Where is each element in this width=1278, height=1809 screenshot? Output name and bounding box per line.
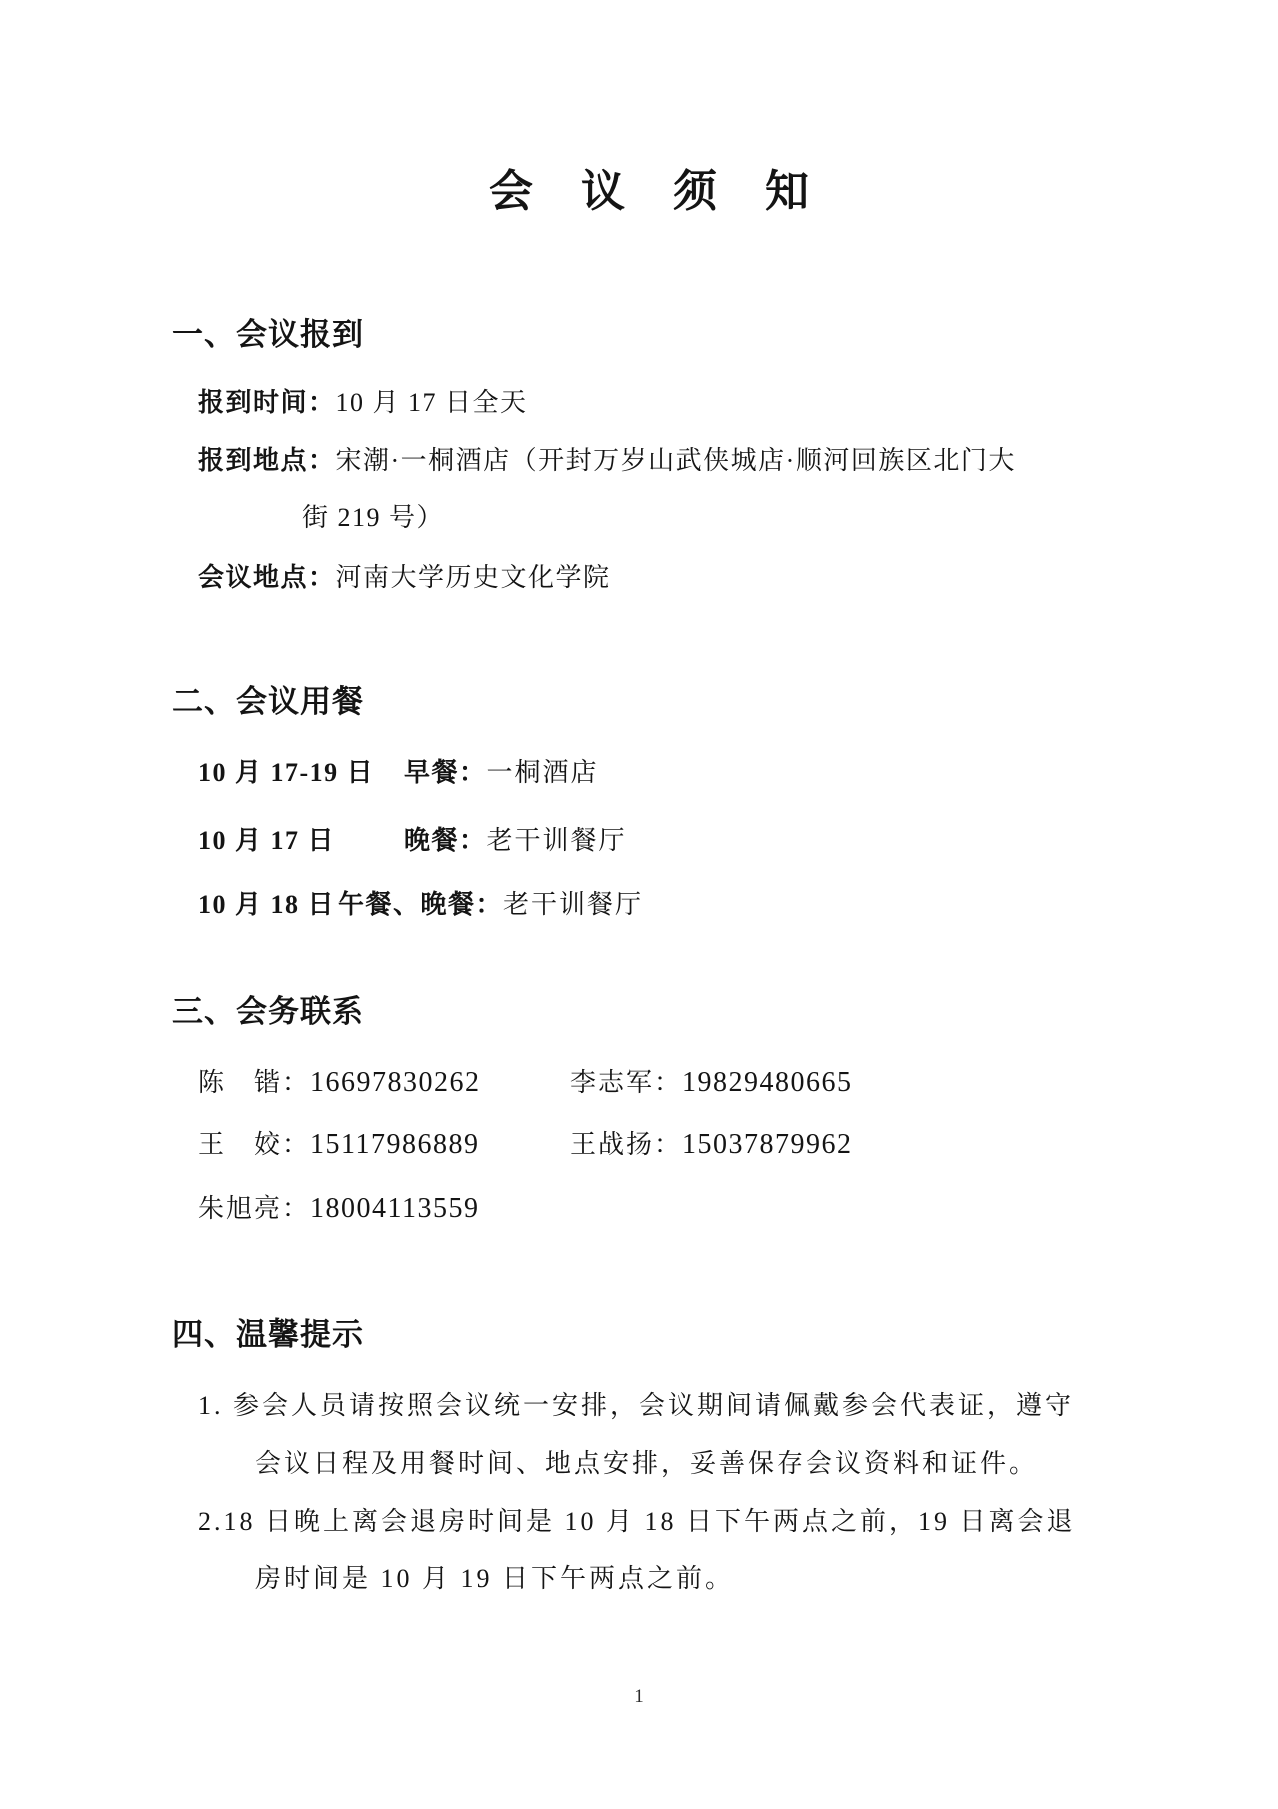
page-number: 1 [634,1686,644,1707]
contact-phone: 18004113559 [310,1192,480,1224]
contact-phone: 16697830262 [310,1066,481,1098]
section-heading-registration: 一、会议报到 [172,316,364,352]
meal-date: 10 月 17 日 [198,825,336,855]
tips-note-line: 2.18 日晚上离会退房时间是 10 月 18 日下午两点之前，19 日离会退 [198,1506,1076,1536]
contact-name: 李志军： [570,1067,683,1097]
meal-label: 午餐、晚餐： [338,889,504,919]
field-value: 10 月 17 日全天 [335,387,528,417]
contact-phone: 15117986889 [310,1128,480,1160]
field-row-meeting-place [198,560,1148,596]
contact-row [198,1127,1148,1163]
meal-date: 10 月 17-19 日 [198,757,375,787]
section-tips [150,1315,1148,1597]
contact-name: 王战扬： [570,1129,683,1159]
contact-name: 王 姣： [198,1129,311,1159]
section-contacts [150,992,1148,1227]
field-label: 会议地点： [198,562,336,592]
meal-place: 老干训餐厅 [486,825,627,855]
contact-row [198,1191,1148,1227]
tips-note-line: 会议日程及用餐时间、地点安排，妥善保存会议资料和证件。 [255,1448,1039,1478]
tips-note-line: 1. 参会人员请按照会议统一安排，会议期间请佩戴参会代表证，遵守 [198,1390,1075,1420]
meal-label: 早餐： [404,757,487,787]
contact-entry [198,1191,570,1227]
tips-note-line: 房时间是 10 月 19 日下午两点之前。 [255,1563,735,1593]
page-title: 会议须知 [489,167,857,216]
contact-name: 朱旭亮： [198,1193,311,1223]
contact-entry [198,1127,570,1163]
field-row-report-time [198,385,1148,421]
section-meals [150,682,1148,923]
meal-row [198,755,1148,791]
field-label: 报到地点： [198,445,336,475]
field-continuation-line: 街 219 号） [302,502,445,532]
field-value: 宋潮·一桐酒店（开封万岁山武侠城店·顺河回族区北门大 [335,445,1016,475]
field-row-report-place [198,443,1148,479]
field-value: 河南大学历史文化学院 [335,562,611,592]
contact-entry [198,1065,570,1101]
section-registration [150,315,1148,596]
contact-entry [570,1130,853,1159]
contact-phone: 15037879962 [682,1128,853,1160]
meal-place: 一桐酒店 [486,757,599,787]
contact-phone: 19829480665 [682,1066,853,1098]
meal-row [198,823,1148,859]
section-heading-tips: 四、温馨提示 [172,1316,364,1352]
section-heading-contacts: 三、会务联系 [172,993,364,1029]
meal-place: 老干训餐厅 [503,889,644,919]
meal-row [198,887,1148,923]
section-heading-meals: 二、会议用餐 [172,683,364,719]
contact-row [198,1065,1148,1101]
field-label: 报到时间： [198,387,336,417]
meal-label: 晚餐： [404,825,487,855]
meal-date: 10 月 18 日 [198,889,336,919]
contact-entry [570,1068,853,1097]
contact-name: 陈 锴： [198,1067,311,1097]
